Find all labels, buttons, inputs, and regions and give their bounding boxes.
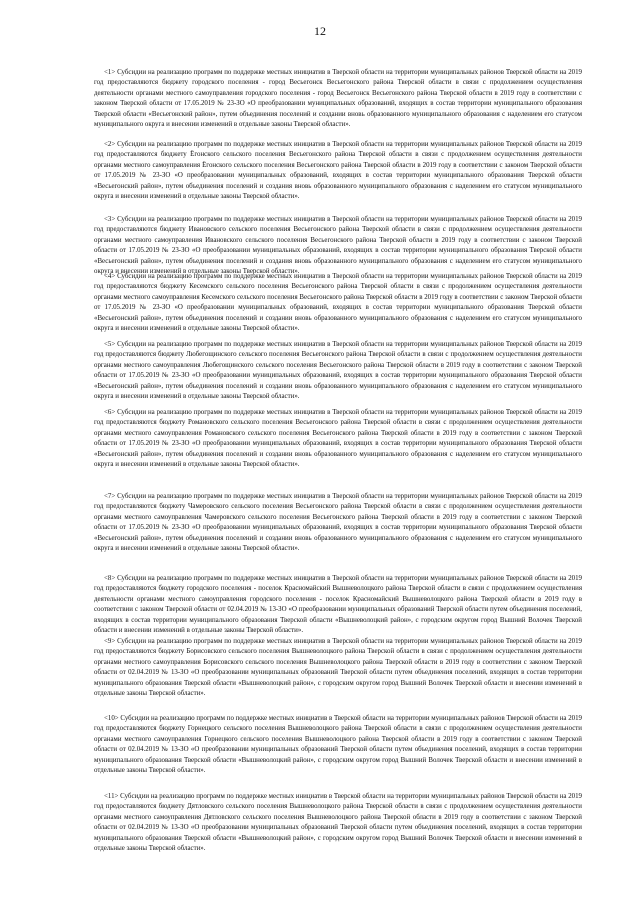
footnote-6: <6> Субсидии на реализацию программ по поддержке местных инициатив в Тверской области на территории муниципальных районов Тверской области на 2019 год предоставляются бюджету Романовского сельского поселения Весьегонского района Тверской области в связи с продолжением осуществления деятельности органами местного самоуправления Романовского сельского поселения Весьегонского района Тверской области в 2019 году в соответствии с законом Тверской области от 17.05.2019 № 23-ЗО «О преобразовании муниципальных образований, входящих в состав территории муниципального образования Тверской области «Весьегонский район», путем объединения поселений и создании вновь образованного муниципального образования с наделением его статусом муниципального округа и внесении изменений в отдельные законы Тверской области». [94, 409, 582, 469]
footnote-10: <10> Субсидии на реализацию программ по поддержке местных инициатив в Тверской области на территории муниципальных районов Тверской области на 2019 год предоставляются бюджету Горнецкого сельского поселения Вышневолоцкого района Тверской области в связи с продолжением осуществления деятельности органами местного самоуправления Горнецкого сельского поселения Вышневолоцкого района Тверской области в 2019 году в соответствии с законом Тверской области от 02.04.2019 № 13-ЗО «О преобразовании муниципальных образований Тверской области путем объединения поселений, входящих в состав территории муниципального образования Тверской области «Вышневолоцкий район», с городским округом город Вышний Волочек Тверской области и внесении изменений в отдельные законы Тверской области». [94, 715, 582, 775]
footnote-8: <8> Субсидии на реализацию программ по поддержке местных инициатив в Тверской области на территории муниципальных районов Тверской области на 2019 год предоставляются бюджету городского поселения - поселок Красномайский Вышневолоцкого района Тверской области в связи с продолжением осуществления деятельности органами местного самоуправления городского поселения - поселок Красномайский Вышневолоцкого района Тверской области в 2019 году в соответствии с законом Тверской области от 02.04.2019 № 13-ЗО «О преобразовании муниципальных образований Тверской области путем объединения поселений, входящих в состав территории муниципального образования Тверской области «Вышневолоцкий район», с городским округом город Вышний Волочек Тверской области и внесении изменений в отдельные законы Тверской области». [94, 575, 582, 635]
footnote-2: <2> Субсидии на реализацию программ по поддержке местных инициатив в Тверской области на территории муниципальных районов Тверской области на 2019 год предоставляются бюджету Ёгонского сельского поселения Весьегонского района Тверской области в связи с продолжением осуществления деятельности органами местного самоуправления Ёгонского сельского поселения Весьегонского района Тверской области в 2019 году в соответствии с законом Тверской области от 17.05.2019 № 23-ЗО «О преобразовании муниципальных образований, входящих в состав территории муниципального образования Тверской области «Весьегонский район», путем объединения поселений и создания вновь образованного муниципального образования с наделением его статусом муниципального округа и внесении изменений в отдельные законы Тверской области». [94, 141, 582, 201]
footnote-5: <5> Субсидии на реализацию программ по поддержке местных инициатив в Тверской области на территории муниципальных районов Тверской области на 2019 год предоставляются бюджету Любегощинского сельского поселения Весьегонского района Тверской области в связи с продолжением осуществления деятельности органами местного самоуправления Любегощинского сельского поселения Весьегонского района Тверской области в 2019 году в соответствии с законом Тверской области от 17.05.2019 № 23-ЗО «О преобразовании муниципальных образований, входящих в состав территории муниципального образования Тверской области «Весьегонский район», путем объединения поселений и создании вновь образованного муниципального образования с наделением его статусом муниципального округа и внесении изменений в отдельные законы Тверской области». [94, 341, 582, 401]
footnote-7: <7> Субсидии на реализацию программ по поддержке местных инициатив в Тверской области на территории муниципальных районов Тверской области на 2019 год предоставляются бюджету Чамеровского сельского поселения Весьегонского района Тверской области в связи с продолжением осуществления деятельности органами местного самоуправления Чамеровского сельского поселения Весьегонского района Тверской области в 2019 году в соответствии с законом Тверской области от 17.05.2019 № 23-ЗО «О преобразовании муниципальных образований, входящих в состав территории муниципального образования Тверской области «Весьегонский район», путем объединения поселений и создании вновь образованного муниципального образования с наделением его статусом муниципального округа и внесении изменений в отдельные законы Тверской области». [94, 493, 582, 553]
footnote-1: <1> Субсидии на реализацию программ по поддержке местных инициатив в Тверской области на территории муниципальных районов Тверской области на 2019 год предоставляются бюджету городского поселения - город Весьегонск Весьегонского района Тверской области в связи с продолжением осуществления деятельности органами местного самоуправления городского поселения - город Весьегонск Весьегонского района Тверской области в 2019 году в соответствии с законом Тверской области от 17.05.2019 № 23-ЗО «О преобразовании муниципальных образований, входящих в состав территории муниципального образования Тверской области «Весьегонский район», путем объединения поселений и создании вновь образованного муниципального образования с наделением его статусом муниципального округа и внесении изменений в отдельные законы Тверской области». [94, 69, 582, 129]
footnote-11: <11> Субсидии на реализацию программ по поддержке местных инициатив в Тверской области на территории муниципальных районов Тверской области на 2019 год предоставляются бюджету Дятловского сельского поселения Вышневолоцкого района Тверской области в связи с продолжением осуществления деятельности органами местного самоуправления Дятловского сельского поселения Вышневолоцкого района Тверской области в 2019 году в соответствии с законом Тверской области от 02.04.2019 № 13-ЗО «О преобразовании муниципальных образований Тверской области путем объединения поселений, входящих в состав территории муниципального образования Тверской области «Вышневолоцкий район», с городским округом город Вышний Волочек Тверской области и внесении изменений в отдельные законы Тверской области». [94, 793, 582, 853]
page-number: 12 [314, 24, 326, 38]
footnote-9: <9> Субсидии на реализацию программ по поддержке местных инициатив в Тверской области на территории муниципальных районов Тверской области на 2019 год предоставляются бюджету Борисовского сельского поселения Вышневолоцкого района Тверской области в связи с продолжением осуществления деятельности органами местного самоуправления Борисовского сельского поселения Вышневолоцкого района Тверской области в 2019 году в соответствии с законом Тверской области от 02.04.2019 № 13-ЗО «О преобразовании муниципальных образований Тверской области путем объединения поселений, входящих в состав территории муниципального образования Тверской области «Вышневолоцкий район», с городским округом город Вышний Волочек Тверской области и внесении изменений в отдельные законы Тверской области». [94, 638, 582, 698]
footnote-4: <4> Субсидии на реализацию программ по поддержке местных инициатив в Тверской области на территории муниципальных районов Тверской области на 2019 год предоставляются бюджету Кесемского сельского поселения Весьегонского района Тверской области в связи с продолжением осуществления деятельности органами местного самоуправления Кесемского сельского поселения Весьегонского района Тверской области в 2019 году в соответствии с законом Тверской области от 17.05.2019 № 23-ЗО «О преобразовании муниципальных образований, входящих в состав территории муниципального образования Тверской области «Весьегонский район», путем объединения поселений и создании вновь образованного муниципального образования с наделением его статусом муниципального округа и внесении изменений в отдельные законы Тверской области». [94, 273, 582, 333]
footnote-3: <3> Субсидии на реализацию программ по поддержке местных инициатив в Тверской области на территории муниципальных районов Тверской области на 2019 год предоставляются бюджету Ивановского сельского поселения Весьегонского района Тверской области в связи с продолжением осуществления деятельности органами местного самоуправления Ивановского сельского поселения Весьегонского района Тверской области в 2019 году в соответствии с законом Тверской области от 17.05.2019 № 23-ЗО «О преобразовании муниципальных образований, входящих в состав территории муниципального образования Тверской области «Весьегонский район», путем объединения поселений и создания вновь образованного муниципального образования с наделением его статусом муниципального округа и внесении изменений в отдельные законы Тверской области». [94, 216, 582, 276]
